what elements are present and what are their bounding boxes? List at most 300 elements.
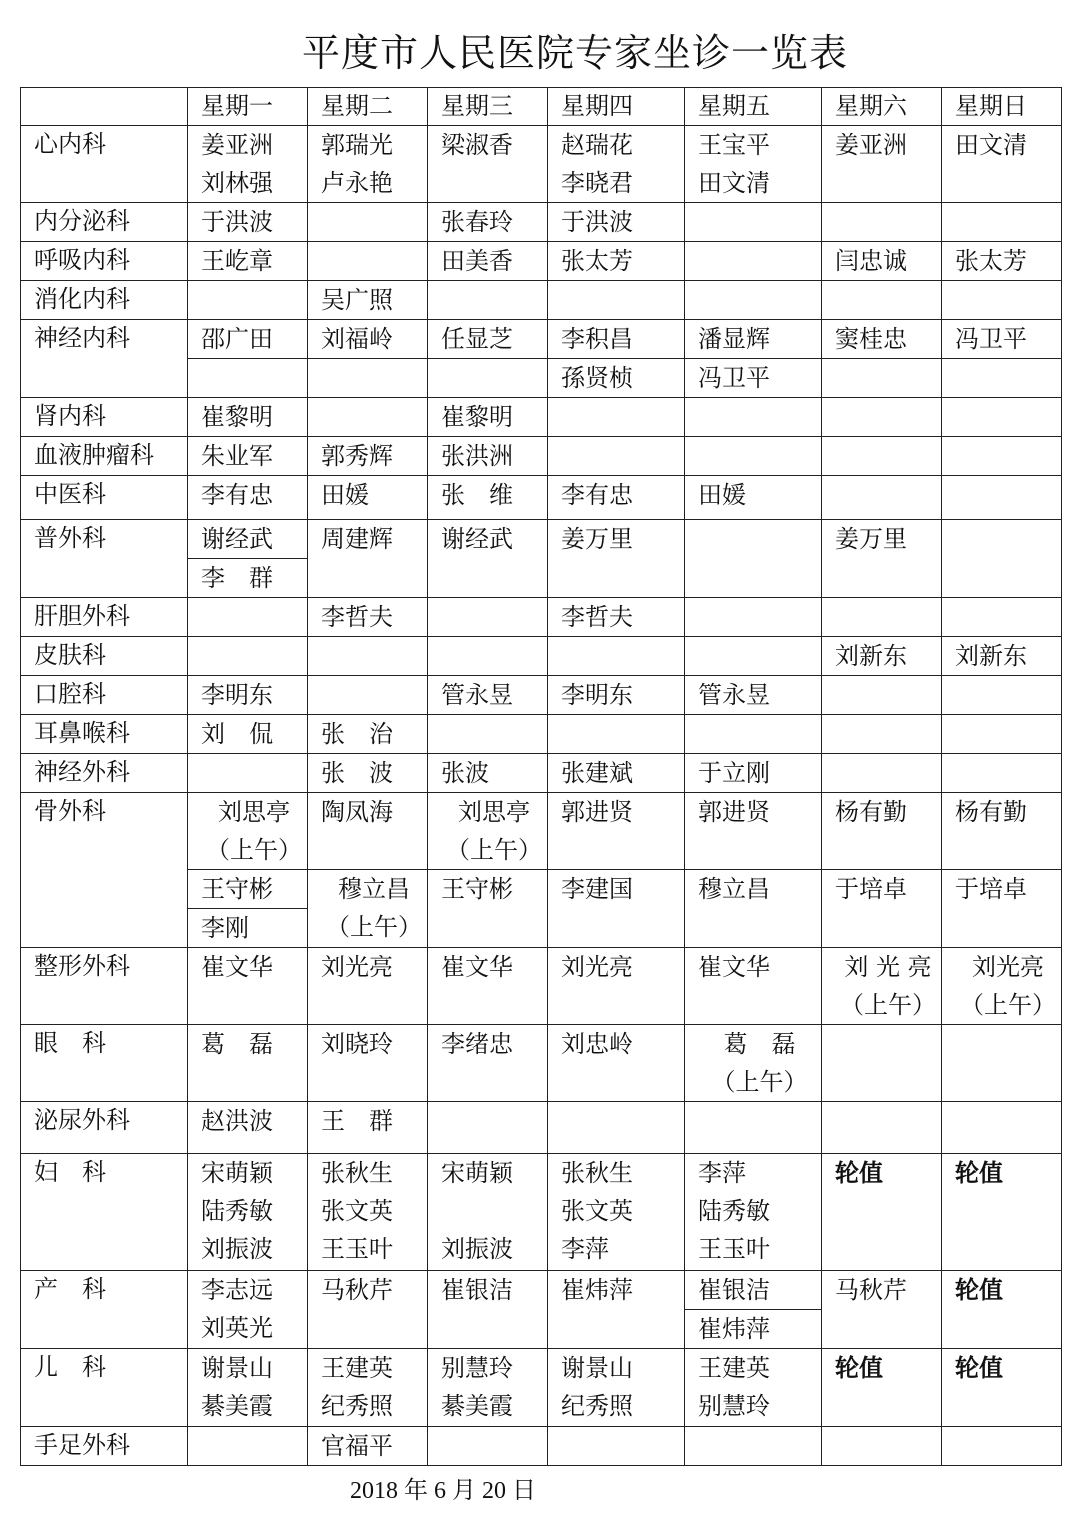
doctor-name: 管永昱 xyxy=(441,681,513,709)
doctor-name: 张文英 xyxy=(561,1197,633,1225)
doctor-cell xyxy=(308,1025,428,1102)
doctor-cell xyxy=(188,203,308,242)
doctor-cell xyxy=(942,1349,1062,1427)
doctor-name: 王宝平 xyxy=(698,131,770,159)
doctor-cell xyxy=(548,870,685,948)
doctor-name: 田美香 xyxy=(441,247,513,275)
doctor-cell xyxy=(188,715,308,754)
doctor-name: 李积昌 xyxy=(561,325,633,353)
doctor-cell xyxy=(428,126,548,203)
doctor-cell xyxy=(188,126,308,203)
doctor-cell xyxy=(308,1102,428,1154)
department-name: 皮肤科 xyxy=(21,637,188,676)
doctor-name: 刘思亭 xyxy=(218,798,290,826)
doctor-name: 于培卓 xyxy=(835,875,907,903)
doctor-cell xyxy=(548,793,685,870)
doctor-name: 崔炜萍 xyxy=(685,1309,821,1348)
doctor-cell xyxy=(428,242,548,281)
doctor-cell xyxy=(548,126,685,203)
department-name: 血液肿瘤科 xyxy=(21,437,188,476)
doctor-name: 于洪波 xyxy=(201,208,273,236)
doctor-cell xyxy=(942,793,1062,870)
department-row xyxy=(21,320,1062,398)
department-row xyxy=(21,126,1062,203)
doctor-name: （上午） xyxy=(711,1068,808,1096)
doctor-cell xyxy=(685,398,822,437)
schedule-table xyxy=(20,87,1062,1466)
doctor-cell xyxy=(308,1154,428,1271)
doctor-cell xyxy=(942,320,1062,398)
doctor-name: 张建斌 xyxy=(561,759,633,787)
department-row xyxy=(21,1025,1062,1102)
doctor-name: 李哲夫 xyxy=(561,603,633,631)
doctor-name: 潘显辉 xyxy=(698,325,770,353)
department-name: 眼 科 xyxy=(21,1025,188,1102)
doctor-name: 轮值 xyxy=(835,1158,883,1187)
doctor-name: 宋萌颖 xyxy=(441,1159,513,1187)
department-row xyxy=(21,754,1062,793)
doctor-name: 崔文华 xyxy=(201,953,273,981)
doctor-cell xyxy=(822,1427,942,1466)
doctor-cell xyxy=(822,948,942,1025)
doctor-name: 姜亚洲 xyxy=(201,131,273,159)
doctor-cell xyxy=(308,754,428,793)
doctor-cell xyxy=(308,398,428,437)
doctor-cell xyxy=(685,1025,822,1102)
doctor-cell xyxy=(308,126,428,203)
doctor-name: 张秋生 xyxy=(561,1159,633,1187)
doctor-cell xyxy=(428,1154,548,1271)
doctor-name: 谢经武 xyxy=(201,525,273,553)
doctor-cell xyxy=(188,520,308,598)
doctor-cell xyxy=(942,476,1062,520)
doctor-name: 杨有勤 xyxy=(835,798,907,826)
doctor-cell xyxy=(822,793,942,870)
department-name: 呼吸内科 xyxy=(21,242,188,281)
doctor-cell xyxy=(308,203,428,242)
doctor-name: 穆立昌 xyxy=(338,875,410,903)
doctor-cell xyxy=(685,126,822,203)
doctor-name: 别慧玲 xyxy=(441,1354,513,1382)
doctor-name: 姜万里 xyxy=(835,525,907,553)
doctor-cell xyxy=(548,203,685,242)
doctor-cell xyxy=(822,1154,942,1271)
doctor-name: 刘振波 xyxy=(441,1235,513,1263)
doctor-cell xyxy=(942,1271,1062,1349)
doctor-name: 姜亚洲 xyxy=(835,131,907,159)
doctor-cell xyxy=(428,520,548,598)
doctor-cell xyxy=(548,281,685,320)
doctor-cell xyxy=(308,1271,428,1349)
doctor-name: 王守彬 xyxy=(441,875,513,903)
doctor-cell xyxy=(188,1025,308,1102)
doctor-name: 李萍 xyxy=(561,1235,609,1263)
doctor-cell xyxy=(942,203,1062,242)
doctor-cell xyxy=(308,715,428,754)
doctor-cell xyxy=(822,476,942,520)
doctor-cell xyxy=(428,948,548,1025)
department-row xyxy=(21,793,1062,870)
doctor-name: 陶凤海 xyxy=(321,798,393,826)
doctor-cell xyxy=(942,281,1062,320)
doctor-name: 轮值 xyxy=(835,1353,883,1382)
empty-slot xyxy=(188,358,307,397)
day-header: 星期三 xyxy=(428,88,548,126)
doctor-name: 崔炜萍 xyxy=(561,1276,633,1304)
doctor-cell xyxy=(428,637,548,676)
department-row xyxy=(21,1154,1062,1271)
doctor-name: 张 维 xyxy=(441,481,513,509)
doctor-name: 张太芳 xyxy=(955,247,1027,275)
doctor-cell xyxy=(308,948,428,1025)
doctor-name: 田媛 xyxy=(321,481,369,509)
doctor-name: 张春玲 xyxy=(441,208,513,236)
department-row xyxy=(21,715,1062,754)
department-name: 儿 科 xyxy=(21,1349,188,1427)
department-row xyxy=(21,476,1062,520)
doctor-cell xyxy=(548,1102,685,1154)
doctor-cell xyxy=(548,676,685,715)
doctor-name: 卢永艳 xyxy=(321,169,393,197)
department-name: 肝胆外科 xyxy=(21,598,188,637)
doctor-cell xyxy=(822,1349,942,1427)
doctor-name: 谢景山 xyxy=(201,1354,273,1382)
doctor-name: 刘 光 亮 xyxy=(844,953,932,981)
doctor-cell xyxy=(308,637,428,676)
doctor-name: （上午） xyxy=(840,991,936,1019)
doctor-cell xyxy=(685,281,822,320)
doctor-name: 李 群 xyxy=(188,558,307,597)
doctor-name: 冯卫平 xyxy=(955,325,1027,353)
doctor-cell xyxy=(942,1427,1062,1466)
doctor-cell xyxy=(685,1102,822,1154)
doctor-name: 崔银洁 xyxy=(441,1276,513,1304)
doctor-name: 葛 磊 xyxy=(201,1030,273,1058)
doctor-name: 郭秀辉 xyxy=(321,442,393,470)
doctor-name: 王玉叶 xyxy=(321,1235,393,1263)
doctor-cell xyxy=(685,676,822,715)
doctor-cell xyxy=(822,1271,942,1349)
doctor-cell xyxy=(308,598,428,637)
doctor-cell xyxy=(548,1025,685,1102)
doctor-cell xyxy=(308,1427,428,1466)
doctor-cell xyxy=(822,754,942,793)
doctor-name: 纪秀照 xyxy=(321,1392,393,1420)
department-name: 消化内科 xyxy=(21,281,188,320)
doctor-name: 李有忠 xyxy=(201,481,273,509)
doctor-name: 别慧玲 xyxy=(698,1392,770,1420)
doctor-cell xyxy=(942,870,1062,948)
doctor-name: 刘新东 xyxy=(955,642,1027,670)
department-name: 妇 科 xyxy=(21,1154,188,1271)
doctor-cell xyxy=(822,437,942,476)
doctor-cell xyxy=(685,870,822,948)
doctor-name: 王玉叶 xyxy=(698,1235,770,1263)
day-header: 星期五 xyxy=(685,88,822,126)
doctor-name: 刘 侃 xyxy=(201,720,273,748)
doctor-cell xyxy=(188,242,308,281)
doctor-cell xyxy=(308,476,428,520)
doctor-cell xyxy=(428,437,548,476)
doctor-cell xyxy=(188,1349,308,1427)
doctor-name: 谢经武 xyxy=(441,525,513,553)
doctor-name: 崔银洁 xyxy=(698,1276,770,1304)
doctor-cell xyxy=(822,637,942,676)
doctor-name: （上午） xyxy=(446,836,542,864)
doctor-cell xyxy=(685,637,822,676)
doctor-cell xyxy=(188,870,308,948)
department-name: 心内科 xyxy=(21,126,188,203)
doctor-name: 王 群 xyxy=(321,1107,393,1135)
doctor-name: 轮值 xyxy=(955,1353,1003,1382)
doctor-cell xyxy=(428,476,548,520)
doctor-cell xyxy=(822,520,942,598)
doctor-cell xyxy=(942,948,1062,1025)
doctor-cell xyxy=(188,598,308,637)
department-row xyxy=(21,281,1062,320)
doctor-name: 张太芳 xyxy=(561,247,633,275)
doctor-name: 孫贤桢 xyxy=(548,358,684,397)
doctor-name xyxy=(441,1192,547,1230)
doctor-cell xyxy=(188,1271,308,1349)
doctor-cell xyxy=(428,870,548,948)
doctor-cell xyxy=(822,598,942,637)
doctor-name: 窦桂忠 xyxy=(835,325,907,353)
department-name: 耳鼻喉科 xyxy=(21,715,188,754)
doctor-cell xyxy=(822,203,942,242)
doctor-name: 刘晓玲 xyxy=(321,1030,393,1058)
doctor-cell xyxy=(548,1154,685,1271)
doctor-cell xyxy=(942,715,1062,754)
department-name: 神经外科 xyxy=(21,754,188,793)
doctor-cell xyxy=(685,520,822,598)
doctor-cell xyxy=(428,320,548,398)
department-row xyxy=(21,1102,1062,1154)
doctor-name: 张秋生 xyxy=(321,1159,393,1187)
doctor-name: 李明东 xyxy=(561,681,633,709)
doctor-name: （上午） xyxy=(960,991,1056,1019)
doctor-name: 张 治 xyxy=(321,720,393,748)
department-row xyxy=(21,1427,1062,1466)
department-name: 泌尿外科 xyxy=(21,1102,188,1154)
doctor-cell xyxy=(188,437,308,476)
doctor-name: 刘光亮 xyxy=(321,953,393,981)
doctor-cell xyxy=(548,437,685,476)
day-header: 星期日 xyxy=(942,88,1062,126)
doctor-cell xyxy=(685,1271,822,1349)
doctor-name: 杨有勤 xyxy=(955,798,1027,826)
doctor-name: 谢景山 xyxy=(561,1354,633,1382)
doctor-name: 纪秀照 xyxy=(561,1392,633,1420)
doctor-cell xyxy=(942,1025,1062,1102)
doctor-cell xyxy=(548,476,685,520)
department-row xyxy=(21,242,1062,281)
doctor-cell xyxy=(188,1102,308,1154)
doctor-name: 任显芝 xyxy=(441,325,513,353)
doctor-cell xyxy=(942,754,1062,793)
doctor-cell xyxy=(822,126,942,203)
doctor-name: 刘忠岭 xyxy=(561,1030,633,1058)
doctor-cell xyxy=(308,870,428,948)
doctor-name: 张 波 xyxy=(321,759,393,787)
doctor-cell xyxy=(428,793,548,870)
doctor-name: 刘光亮 xyxy=(972,953,1044,981)
day-header: 星期一 xyxy=(188,88,308,126)
doctor-cell xyxy=(428,1025,548,1102)
doctor-name: 马秋芹 xyxy=(321,1276,393,1304)
doctor-cell xyxy=(428,1349,548,1427)
doctor-cell xyxy=(548,1271,685,1349)
doctor-name: 李有忠 xyxy=(561,481,633,509)
doctor-cell xyxy=(942,520,1062,598)
doctor-name: 冯卫平 xyxy=(685,358,821,397)
department-row xyxy=(21,598,1062,637)
doctor-cell xyxy=(942,398,1062,437)
department-name: 肾内科 xyxy=(21,398,188,437)
department-name: 口腔科 xyxy=(21,676,188,715)
doctor-cell xyxy=(308,520,428,598)
doctor-cell xyxy=(685,1427,822,1466)
doctor-name: 李志远 xyxy=(201,1276,273,1304)
doctor-cell xyxy=(188,398,308,437)
doctor-name: （上午） xyxy=(206,836,302,864)
empty-slot xyxy=(308,358,427,397)
doctor-name: 刘英光 xyxy=(201,1314,273,1342)
doctor-cell xyxy=(942,242,1062,281)
doctor-name: 穆立昌 xyxy=(698,875,770,903)
doctor-cell xyxy=(685,437,822,476)
doctor-name: 朱业军 xyxy=(201,442,273,470)
doctor-cell xyxy=(428,203,548,242)
doctor-name: 李刚 xyxy=(188,908,307,947)
doctor-cell xyxy=(685,242,822,281)
doctor-cell xyxy=(942,1102,1062,1154)
doctor-cell xyxy=(428,281,548,320)
department-row xyxy=(21,676,1062,715)
doctor-name: 姜万里 xyxy=(561,525,633,553)
doctor-name: 王守彬 xyxy=(201,875,273,903)
doctor-cell xyxy=(548,520,685,598)
doctor-cell xyxy=(822,1025,942,1102)
doctor-name: 刘新东 xyxy=(835,642,907,670)
doctor-cell xyxy=(942,126,1062,203)
doctor-cell xyxy=(685,1154,822,1271)
doctor-name: 李晓君 xyxy=(561,169,633,197)
doctor-name: 轮值 xyxy=(955,1158,1003,1187)
department-name: 骨外科 xyxy=(21,793,188,948)
doctor-cell xyxy=(548,948,685,1025)
doctor-name: 王建英 xyxy=(698,1354,770,1382)
doctor-cell xyxy=(428,754,548,793)
doctor-name: 崔文华 xyxy=(698,953,770,981)
doctor-cell xyxy=(548,1349,685,1427)
doctor-cell xyxy=(685,203,822,242)
doctor-cell xyxy=(308,437,428,476)
doctor-cell xyxy=(188,948,308,1025)
doctor-cell xyxy=(548,242,685,281)
doctor-cell xyxy=(685,476,822,520)
department-name: 普外科 xyxy=(21,520,188,598)
doctor-cell xyxy=(685,793,822,870)
doctor-cell xyxy=(428,676,548,715)
doctor-cell xyxy=(188,793,308,870)
doctor-name: 田媛 xyxy=(698,481,746,509)
doctor-cell xyxy=(822,715,942,754)
day-header: 星期二 xyxy=(308,88,428,126)
doctor-name: 宋萌颖 xyxy=(201,1159,273,1187)
day-header: 星期四 xyxy=(548,88,685,126)
doctor-cell xyxy=(428,1271,548,1349)
doctor-name: 官福平 xyxy=(321,1432,393,1460)
doctor-name: 田文清 xyxy=(955,131,1027,159)
doctor-cell xyxy=(548,637,685,676)
doctor-name: 郭进贤 xyxy=(698,798,770,826)
department-name: 整形外科 xyxy=(21,948,188,1025)
doctor-cell xyxy=(685,948,822,1025)
department-row xyxy=(21,520,1062,598)
empty-slot xyxy=(942,358,1061,397)
doctor-cell xyxy=(685,320,822,398)
doctor-cell xyxy=(822,281,942,320)
empty-slot xyxy=(822,358,941,397)
doctor-cell xyxy=(548,598,685,637)
doctor-cell xyxy=(308,242,428,281)
doctor-name: 崔黎明 xyxy=(441,403,513,431)
doctor-cell xyxy=(685,754,822,793)
department-row xyxy=(21,948,1062,1025)
doctor-cell xyxy=(548,1427,685,1466)
corner-cell xyxy=(21,88,188,126)
doctor-name: 轮值 xyxy=(955,1275,1003,1304)
doctor-cell xyxy=(685,598,822,637)
doctor-cell xyxy=(548,320,685,398)
doctor-name: 李萍 xyxy=(698,1159,746,1187)
department-name: 神经内科 xyxy=(21,320,188,398)
doctor-cell xyxy=(308,676,428,715)
department-name: 手足外科 xyxy=(21,1427,188,1466)
department-name: 内分泌科 xyxy=(21,203,188,242)
doctor-cell xyxy=(428,1102,548,1154)
doctor-name: 刘林强 xyxy=(201,169,273,197)
doctor-name: 周建辉 xyxy=(321,525,393,553)
doctor-cell xyxy=(428,398,548,437)
doctor-name: 马秋芹 xyxy=(835,1276,907,1304)
department-row xyxy=(21,1349,1062,1427)
doctor-cell xyxy=(942,637,1062,676)
day-header: 星期六 xyxy=(822,88,942,126)
doctor-cell xyxy=(822,870,942,948)
page-title: 平度市人民医院专家坐诊一览表 xyxy=(301,31,848,75)
doctor-cell xyxy=(308,281,428,320)
department-row xyxy=(21,437,1062,476)
doctor-name: 綦美霞 xyxy=(201,1392,273,1420)
doctor-cell xyxy=(188,754,308,793)
doctor-name: 吴广照 xyxy=(321,286,393,314)
doctor-cell xyxy=(822,242,942,281)
doctor-cell xyxy=(822,1102,942,1154)
department-row xyxy=(21,398,1062,437)
doctor-cell xyxy=(308,320,428,398)
doctor-name: 张文英 xyxy=(321,1197,393,1225)
doctor-name: 张波 xyxy=(441,759,489,787)
department-name: 产 科 xyxy=(21,1271,188,1349)
doctor-name: 葛 磊 xyxy=(723,1030,796,1058)
doctor-cell xyxy=(188,476,308,520)
doctor-cell xyxy=(685,715,822,754)
doctor-cell xyxy=(428,1427,548,1466)
doctor-name: 于洪波 xyxy=(561,208,633,236)
doctor-cell xyxy=(942,676,1062,715)
